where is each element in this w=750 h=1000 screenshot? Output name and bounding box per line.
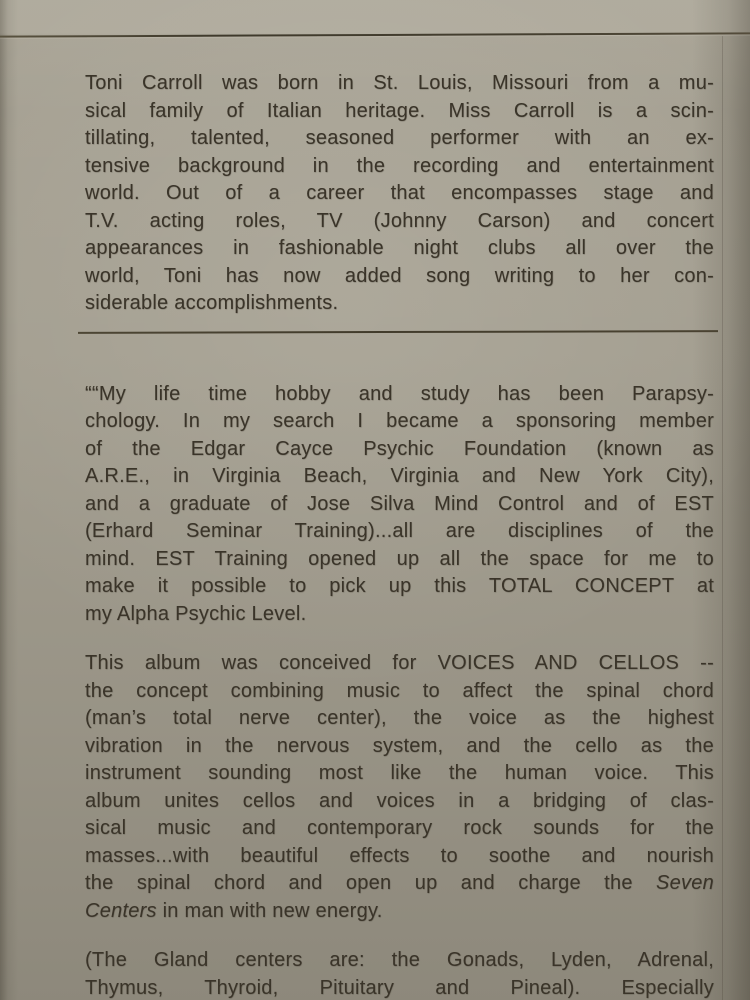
- text-line: sical family of Italian heritage. Miss Carroll is a scin-: [85, 99, 714, 122]
- text-line: (The Gland centers are: the Gonads, Lyden, Adrenal,: [85, 949, 714, 971]
- artist-bio-paragraph: [85, 70, 714, 318]
- liner-notes-text: [85, 70, 714, 1000]
- gland-centers-paragraph: [85, 947, 714, 1000]
- text-line: and a graduate of Jose Silva Mind Control and of EST: [85, 492, 714, 515]
- text-line: instrument sounding most like the human voice. This: [85, 762, 714, 784]
- text-line: Centers in man with new energy.: [85, 899, 383, 922]
- text-line: album unites cellos and voices in a bridging of clas-: [85, 789, 714, 812]
- text-line: Toni Carroll was born in St. Louis, Missouri from a mu-: [85, 72, 714, 94]
- text-line: the spinal chord and open up and charge the Seven: [85, 872, 714, 894]
- text-line: the concept combining music to affect the spinal chord: [85, 679, 714, 702]
- text-line: appearances in fashionable night clubs all over the: [85, 237, 714, 259]
- artist-statement-paragraph: [85, 381, 714, 629]
- album-concept-paragraph: [85, 650, 714, 925]
- text-line: (Erhard Seminar Training)...all are disciplines of the: [85, 520, 714, 542]
- text-line: This album was conceived for VOICES AND CELLOS --: [85, 652, 714, 674]
- text-line: vibration in the nervous system, and the cello as the: [85, 734, 714, 757]
- text-line: tillating, talented, seasoned performer with an ex-: [85, 127, 714, 149]
- text-line: world. Out of a career that encompasses stage and: [85, 182, 714, 204]
- text-line: tensive background in the recording and entertainment: [85, 154, 714, 177]
- text-line: ““My life time hobby and study has been Parapsy-: [85, 382, 714, 405]
- text-line: mind. EST Training opened up all the space for me to: [85, 547, 714, 570]
- section-divider-rule: [78, 330, 718, 334]
- text-line: of the Edgar Cayce Psychic Foundation (known as: [85, 437, 714, 460]
- text-line: world, Toni has now added song writing to her con-: [85, 264, 714, 287]
- text-line: siderable accomplishments.: [85, 292, 339, 314]
- cover-top-edge-line: [0, 32, 750, 37]
- text-line: Thymus, Thyroid, Pituitary and Pineal). Especially: [85, 976, 714, 999]
- text-line: A.R.E., in Virginia Beach, Virginia and New York City),: [85, 465, 714, 487]
- text-line: (man’s total nerve center), the voice as the highest: [85, 707, 714, 729]
- text-line: T.V. acting roles, TV (Johnny Carson) and concert: [85, 209, 714, 232]
- cover-right-edge-shadow: [722, 36, 723, 1000]
- text-line: masses...with beautiful effects to soothe and nourish: [85, 844, 714, 867]
- text-line: sical music and contemporary rock sounds for the: [85, 817, 714, 839]
- text-line: chology. In my search I became a sponsoring member: [85, 410, 714, 432]
- text-line: my Alpha Psychic Level.: [85, 602, 307, 625]
- text-line: make it possible to pick up this TOTAL CONCEPT at: [85, 575, 714, 597]
